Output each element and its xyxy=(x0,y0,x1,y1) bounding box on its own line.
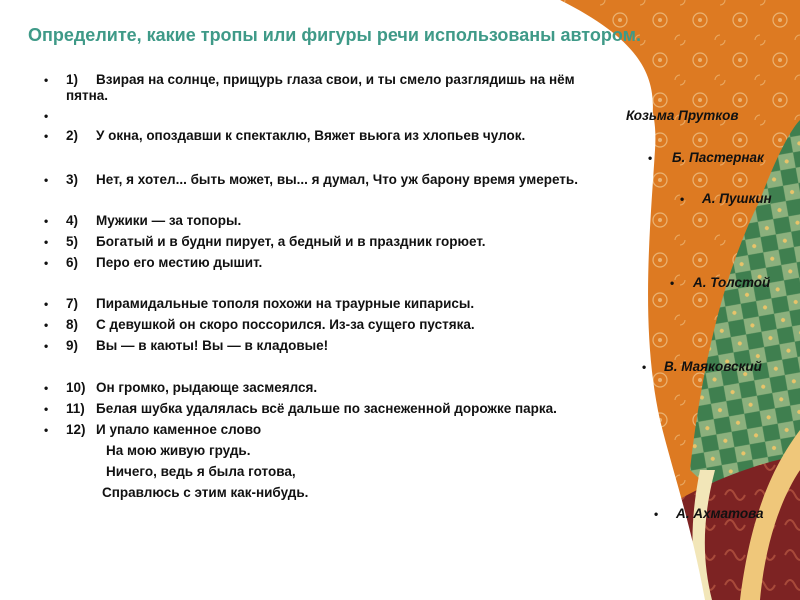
list-item: • 6) Перо его местию дышит. xyxy=(44,255,263,270)
author-line: • В. Маяковский xyxy=(642,359,762,374)
list-item: • 10) Он громко, рыдающе засмеялся. xyxy=(44,380,318,395)
list-item: • 4) Мужики — за топоры. xyxy=(44,213,242,228)
poem-line: Ничего, ведь я была готова, xyxy=(106,464,296,479)
author-line: • Козьма Прутков xyxy=(44,108,739,123)
author-line: • А. Толстой xyxy=(670,275,771,290)
list-item: • 2) У окна, опоздавши к спектаклю, Вяжет вьюга из хлопьев чулок. xyxy=(44,128,526,143)
list-item: • 1) Взирая на солнце, прищурь глаза свои, и ты смело разглядишь на нём xyxy=(44,72,575,87)
list-item: • 5) Богатый и в будни пирует, а бедный и в праздник горюет. xyxy=(44,234,486,249)
poem-line: На мою живую грудь. xyxy=(106,443,251,458)
slide-title: Определите, какие тропы или фигуры речи использованы автором. xyxy=(28,25,641,45)
list-item: • 3) Нет, я хотел... быть может, вы... я думал, Что уж барону время умереть. xyxy=(44,172,578,187)
author-line: • Б. Пастернак xyxy=(648,150,764,165)
list-item: • 11) Белая шубка удалялась всё дальше по заснеженной дорожке парка. xyxy=(44,401,557,416)
list-item: • 7) Пирамидальные тополя похожи на траурные кипарисы. xyxy=(44,296,475,311)
list-item: • 12) И упало каменное слово xyxy=(44,422,262,437)
list-item-continuation: пятна. xyxy=(66,88,109,103)
author-line: • А. Пушкин xyxy=(680,191,772,206)
author-line: • А. Ахматова xyxy=(654,506,764,521)
poem-line: Справлюсь с этим как-нибудь. xyxy=(102,485,309,500)
list-item: • 8) С девушкой он скоро поссорился. Из-за сущего пустяка. xyxy=(44,317,475,332)
list-item: • 9) Вы — в каюты! Вы — в кладовые! xyxy=(44,338,329,353)
